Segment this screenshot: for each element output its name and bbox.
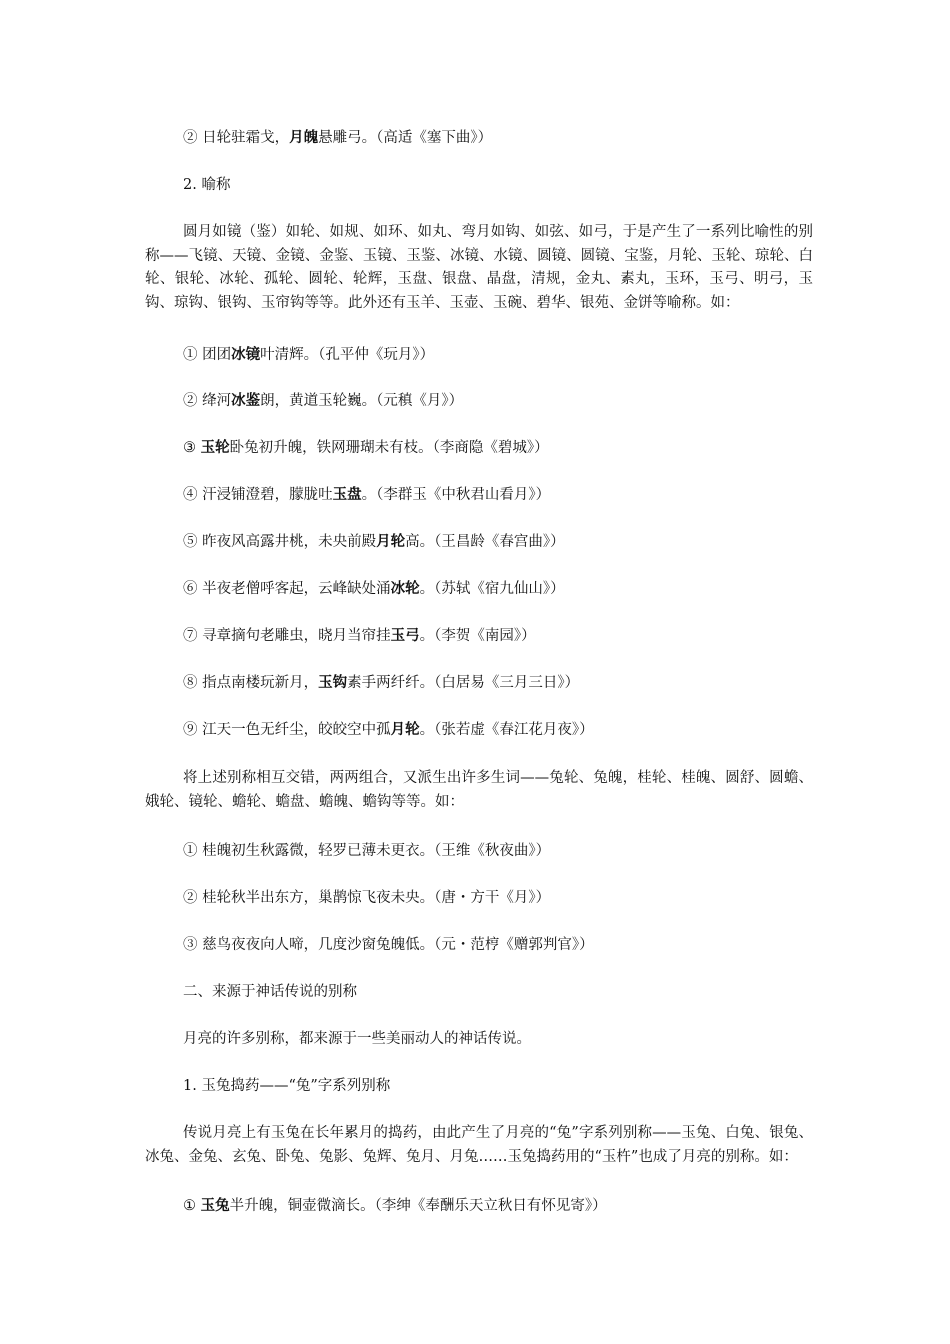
quote-line: ① 玉兔半升魄，铜壶微滴长。（李绅《奉酬乐天立秋日有怀见寄》）: [183, 1197, 607, 1214]
quote-line: ⑤ 昨夜风高露井桃，未央前殿月轮高。（王昌龄《春宫曲》）: [183, 533, 565, 550]
quote-line: ⑥ 半夜老僧呼客起，云峰缺处涌冰轮。（苏轼《宿九仙山》）: [183, 580, 565, 597]
quote-line: ④ 汗浸铺澄碧，朦胧吐玉盘。（李群玉《中秋君山看月》）: [183, 486, 551, 503]
quote-line: ⑧ 指点南楼玩新月，玉钩素手两纤纤。（白居易《三月三日》）: [183, 674, 580, 691]
paragraph-metaphor: 圆月如镜（鉴）如轮、如规、如环、如丸、弯月如钩、如弦、如弓，于是产生了一系列比喻性的别称——飞镜、天镜、金镜、金鉴、玉镜、玉鉴、冰镜、水镜、圆镜、圆镜、宝鉴，月轮、玉轮、琼轮、白轮、银轮、冰轮、孤轮、圆轮、轮辉，玉盘、银盘、晶盘，清规，金丸、素丸，玉环，玉弓、明弓，玉钩、琼钩、银钩、玉帘钩等等。此外还有玉羊、玉壶、玉碗、碧华、银苑、金饼等喻称。如：: [145, 224, 813, 311]
quote-line: ⑦ 寻章摘句老雕虫，晓月当帘挂玉弓。（李贺《南园》）: [183, 627, 536, 644]
quote-line: ② 桂轮秋半出东方，巢鹊惊飞夜未央。（唐・方干《月》）: [183, 890, 551, 906]
quote-line: ① 桂魄初生秋露微，轻罗已薄未更衣。（王维《秋夜曲》）: [183, 843, 551, 859]
section-heading-myths: 二、来源于神话传说的别称: [183, 984, 357, 1000]
quote-line: ② 绛河冰鉴朗，黄道玉轮巍。（元稹《月》）: [183, 392, 464, 409]
section-heading-rabbit: 1. 玉兔捣药——“兔”字系列别称: [183, 1078, 391, 1094]
quote-line: ⑨ 江天一色无纤尘，皎皎空中孤月轮。（张若虚《春江花月夜》）: [183, 721, 594, 738]
paragraph-myths-intro: 月亮的许多别称，都来源于一些美丽动人的神话传说。: [183, 1031, 531, 1047]
quote-line: ① 团团冰镜叶清辉。（孔平仲《玩月》）: [183, 346, 435, 363]
quote-line: ② 日轮驻霜戈，月魄悬雕弓。（高适《塞下曲》）: [183, 129, 493, 146]
quote-line: ③ 玉轮卧兔初升魄，铁网珊瑚未有枝。（李商隐《碧城》）: [183, 439, 549, 456]
section-heading-metaphor: 2. 喻称: [183, 177, 231, 193]
paragraph-combinations: 将上述别称相互交错，两两组合，又派生出许多生词——兔轮、兔魄，桂轮、桂魄、圆舒、圆蟾、娥轮、镜轮、蟾轮、蟾盘、蟾魄、蟾钩等等。如：: [145, 770, 813, 810]
quote-line: ③ 慈鸟夜夜向人啼，几度沙窗兔魄低。（元・范梈《赠郭判官》）: [183, 937, 594, 953]
paragraph-rabbit: 传说月亮上有玉兔在长年累月的捣药，由此产生了月亮的“兔”字系列别称——玉兔、白兔、银兔、冰兔、金兔、玄兔、卧兔、兔影、兔辉、兔月、月兔……玉兔捣药用的“玉杵”也成了月亮的别称。如：: [145, 1125, 813, 1165]
